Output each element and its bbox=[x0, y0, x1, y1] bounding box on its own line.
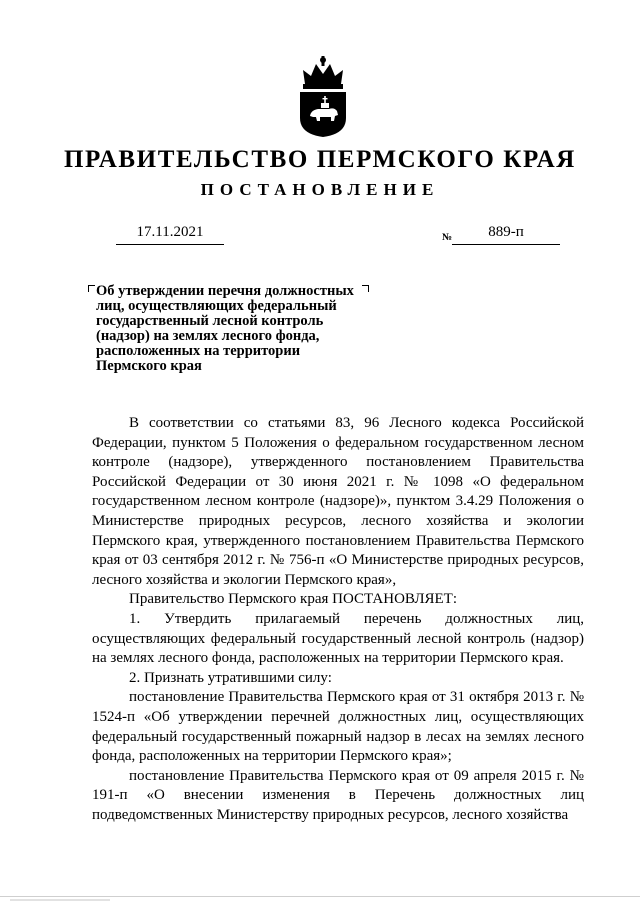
subject-corner-left bbox=[88, 285, 95, 292]
subject-line: расположенных на территории bbox=[96, 343, 301, 359]
subject-line: лиц, осуществляющих федеральный bbox=[96, 298, 337, 314]
document-subject bbox=[96, 284, 376, 374]
perm-krai-coat-of-arms-icon bbox=[296, 54, 350, 138]
body-paragraph: постановление Правительства Пермского края от 09 апреля 2015 г. № 191-п «О внесении изменения в Перечень должностных лиц подведомственных Министерству природных ресурсов, лесного хозяйства bbox=[92, 767, 584, 823]
body-paragraph: 1. Утвердить прилагаемый перечень должностных лиц, осуществляющих федеральный государственный лесной контроль (надзор) на землях лесного фонда, расположенных на территории Пермского края. bbox=[92, 610, 584, 667]
body-paragraph: 2. Признать утратившими силу: bbox=[129, 669, 332, 686]
document-number: 889-п bbox=[452, 222, 560, 245]
government-title: ПРАВИТЕЛЬСТВО ПЕРМСКОГО КРАЯ bbox=[64, 146, 576, 173]
number-label: № bbox=[442, 232, 453, 243]
document-type: ПОСТАНОВЛЕНИЕ bbox=[200, 180, 440, 199]
body-paragraph: постановление Правительства Пермского края от 31 октября 2013 г. № 1524-п «Об утверждении перечней должностных лиц, осуществляющих федеральный государственный пожарный надзор в лесах на землях лесного фонда, расположенных на территории Пермского края»; bbox=[92, 689, 584, 765]
subject-line: (надзор) на землях лесного фонда, bbox=[96, 328, 320, 344]
subject-line: Пермского края bbox=[96, 358, 202, 374]
body-paragraph: Правительство Пермского края ПОСТАНОВЛЯЕТ: bbox=[129, 591, 458, 608]
page-edge-mark bbox=[10, 899, 110, 901]
document-body bbox=[92, 414, 584, 825]
subject-line: государственный лесной контроль bbox=[96, 313, 324, 329]
subject-line: Об утверждении перечня должностных bbox=[96, 283, 354, 299]
document-date: 17.11.2021 bbox=[116, 222, 224, 245]
body-paragraph: В соответствии со статьями 83, 96 Лесного кодекса Российской Федерации, пунктом 5 Положения о федеральном государственном лесном контроле (надзоре), утвержденного постановлением Правительства Российской Федерации от 30 июня 2021 г. № 1098 «О федеральном государственном лесном контроле (надзоре)», пунктом 3.4.29 Положения о Министерстве природных ресурсов, лесного хозяйства и экологии Пермского края, утвержденного постановлением Правительства Пермского края от 03 сентября 2012 г. № 756-п «О Министерстве природных ресурсов, лесного хозяйства и экологии Пермского края», bbox=[92, 415, 584, 588]
page-edge-line bbox=[0, 896, 640, 897]
